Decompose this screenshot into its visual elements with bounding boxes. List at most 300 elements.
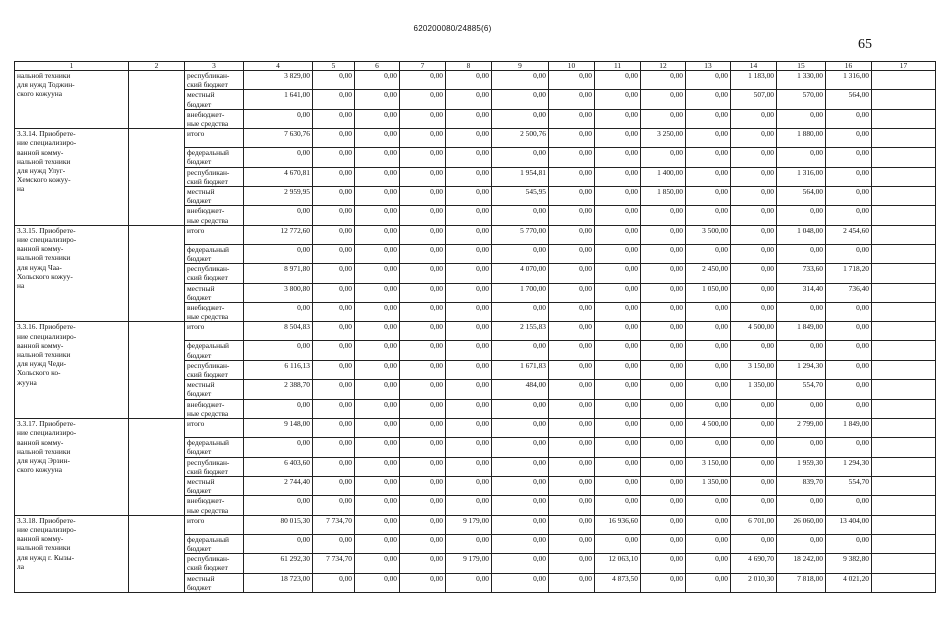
value-cell: 1 718,20: [826, 264, 872, 283]
measure-title-line: для нужд г. Кызы-: [17, 552, 75, 562]
column-number-11: 11: [595, 62, 641, 71]
measure-title-line: ванной комму-: [17, 534, 64, 544]
value-cell: 0,00: [731, 341, 777, 360]
funding-source-line: итого: [187, 515, 205, 525]
value-cell: 0,00: [446, 244, 492, 263]
table-row: [15, 515, 936, 534]
value-cell: 0,00: [549, 380, 595, 399]
value-cell: 0,00: [686, 554, 731, 573]
column-number-2: 2: [129, 62, 185, 71]
value-cell: 3 250,00: [641, 129, 686, 148]
measure-title-line: для нужд Чаа-: [17, 262, 62, 272]
measure-title-line: нальной техники: [17, 71, 71, 80]
value-cell: 0,00: [313, 109, 355, 128]
value-cell: 0,00: [777, 244, 826, 263]
value-cell: 0,00: [826, 360, 872, 379]
measure-title-line: жууна: [17, 377, 37, 387]
funding-source-line: федеральный: [187, 244, 229, 254]
empty-cell: [872, 399, 936, 418]
value-cell: 0,00: [686, 148, 731, 167]
value-cell: 554,70: [826, 476, 872, 495]
value-cell: 0,00: [686, 71, 731, 90]
table-row: [15, 419, 936, 438]
value-cell: 0,00: [641, 341, 686, 360]
value-cell: 0,00: [731, 419, 777, 438]
value-cell: 0,00: [492, 438, 549, 457]
value-cell: 0,00: [686, 399, 731, 418]
value-cell: 0,00: [641, 476, 686, 495]
column-number-14: 14: [731, 62, 777, 71]
value-cell: 0,00: [313, 360, 355, 379]
value-cell: 0,00: [595, 303, 641, 322]
measure-title-line: для нужд Чеди-: [17, 359, 67, 369]
value-cell: 0,00: [641, 206, 686, 225]
measure-title: [15, 129, 129, 226]
value-cell: 0,00: [446, 167, 492, 186]
value-cell: 0,00: [826, 496, 872, 515]
value-cell: 1 641,00: [244, 90, 313, 109]
funding-source: [185, 109, 244, 128]
empty-cell: [872, 554, 936, 573]
value-cell: 0,00: [446, 496, 492, 515]
value-cell: 0,00: [355, 129, 400, 148]
measure-title-line: ского кожууна: [17, 465, 63, 475]
empty-cell: [872, 534, 936, 553]
value-cell: 0,00: [826, 438, 872, 457]
value-cell: 0,00: [826, 399, 872, 418]
value-cell: 0,00: [595, 341, 641, 360]
value-cell: 9 179,00: [446, 515, 492, 534]
column-number-5: 5: [313, 62, 355, 71]
measure-title-line: на: [17, 184, 25, 194]
value-cell: 0,00: [731, 264, 777, 283]
value-cell: 0,00: [595, 457, 641, 476]
funding-source-line: местный: [187, 283, 215, 293]
empty-cell: [872, 438, 936, 457]
funding-source-line: итого: [187, 419, 205, 429]
value-cell: 1 350,00: [731, 380, 777, 399]
value-cell: 0,00: [313, 90, 355, 109]
value-cell: 2 744,40: [244, 476, 313, 495]
value-cell: 0,00: [355, 573, 400, 592]
value-cell: 4 690,70: [731, 554, 777, 573]
value-cell: 0,00: [549, 360, 595, 379]
value-cell: 0,00: [313, 573, 355, 592]
value-cell: 0,00: [446, 360, 492, 379]
funding-source: [185, 360, 244, 379]
value-cell: 0,00: [400, 534, 446, 553]
funding-source-line: местный: [187, 187, 215, 197]
empty-cell: [872, 457, 936, 476]
empty-cell: [872, 283, 936, 302]
value-cell: 0,00: [731, 187, 777, 206]
value-cell: 0,00: [731, 283, 777, 302]
value-cell: 0,00: [355, 360, 400, 379]
value-cell: 13 404,00: [826, 515, 872, 534]
funding-source: [185, 322, 244, 341]
value-cell: 0,00: [355, 380, 400, 399]
value-cell: 0,00: [777, 534, 826, 553]
value-cell: 0,00: [549, 303, 595, 322]
measure-title-line: ла: [17, 561, 24, 571]
value-cell: 0,00: [355, 109, 400, 128]
value-cell: 0,00: [313, 380, 355, 399]
funding-source-line: внебюджет-: [187, 496, 225, 506]
measure-title-line: Хольского кожуу-: [17, 271, 73, 281]
value-cell: 0,00: [355, 148, 400, 167]
value-cell: 0,00: [641, 283, 686, 302]
value-cell: 7 818,00: [777, 573, 826, 592]
value-cell: 1 400,00: [641, 167, 686, 186]
value-cell: 0,00: [641, 225, 686, 244]
value-cell: 0,00: [549, 438, 595, 457]
value-cell: 0,00: [641, 554, 686, 573]
value-cell: 0,00: [355, 187, 400, 206]
funding-source-line: ский бюджет: [187, 370, 228, 380]
empty-cell: [129, 71, 185, 129]
value-cell: 0,00: [400, 206, 446, 225]
value-cell: 7 734,70: [313, 554, 355, 573]
value-cell: 0,00: [731, 206, 777, 225]
value-cell: 0,00: [549, 167, 595, 186]
measure-title: [15, 515, 129, 592]
value-cell: 3 150,00: [731, 360, 777, 379]
value-cell: 0,00: [400, 71, 446, 90]
measure-title-line: нальной техники: [17, 543, 71, 553]
table-row: [15, 71, 936, 90]
column-number-16: 16: [826, 62, 872, 71]
value-cell: 2 388,70: [244, 380, 313, 399]
value-cell: 0,00: [686, 109, 731, 128]
value-cell: 484,00: [492, 380, 549, 399]
empty-cell: [872, 71, 936, 90]
value-cell: 26 060,00: [777, 515, 826, 534]
empty-cell: [872, 496, 936, 515]
value-cell: 0,00: [313, 283, 355, 302]
value-cell: 0,00: [686, 573, 731, 592]
value-cell: 4 070,00: [492, 264, 549, 283]
value-cell: 1 350,00: [686, 476, 731, 495]
empty-cell: [872, 419, 936, 438]
empty-cell: [129, 515, 185, 592]
value-cell: 1 294,30: [826, 457, 872, 476]
column-number-8: 8: [446, 62, 492, 71]
empty-cell: [872, 206, 936, 225]
empty-cell: [872, 90, 936, 109]
value-cell: 3 829,00: [244, 71, 313, 90]
value-cell: 0,00: [595, 109, 641, 128]
value-cell: 61 292,30: [244, 554, 313, 573]
funding-source-line: бюджет: [187, 486, 212, 496]
value-cell: 0,00: [641, 399, 686, 418]
value-cell: 0,00: [492, 206, 549, 225]
empty-cell: [872, 322, 936, 341]
value-cell: 0,00: [641, 322, 686, 341]
empty-cell: [872, 380, 936, 399]
value-cell: 0,00: [492, 71, 549, 90]
empty-cell: [872, 573, 936, 592]
value-cell: 2 155,83: [492, 322, 549, 341]
funding-source: [185, 438, 244, 457]
value-cell: 0,00: [549, 322, 595, 341]
empty-cell: [129, 322, 185, 419]
value-cell: 0,00: [492, 148, 549, 167]
value-cell: 1 050,00: [686, 283, 731, 302]
value-cell: 0,00: [313, 457, 355, 476]
empty-cell: [872, 264, 936, 283]
funding-source-line: бюджет: [187, 196, 212, 206]
value-cell: 0,00: [826, 322, 872, 341]
value-cell: 1 850,00: [641, 187, 686, 206]
measure-title-line: нальной техники: [17, 253, 71, 263]
value-cell: 0,00: [355, 419, 400, 438]
value-cell: 0,00: [313, 71, 355, 90]
value-cell: 0,00: [313, 129, 355, 148]
value-cell: 1 316,00: [826, 71, 872, 90]
empty-cell: [872, 167, 936, 186]
value-cell: 0,00: [641, 303, 686, 322]
value-cell: 0,00: [549, 148, 595, 167]
funding-source-line: бюджет: [187, 99, 212, 109]
value-cell: 0,00: [400, 573, 446, 592]
value-cell: 0,00: [446, 303, 492, 322]
column-number-17: 17: [872, 62, 936, 71]
value-cell: 2 500,76: [492, 129, 549, 148]
value-cell: 0,00: [400, 438, 446, 457]
value-cell: 0,00: [549, 129, 595, 148]
value-cell: 0,00: [549, 419, 595, 438]
funding-source-line: ский бюджет: [187, 176, 228, 186]
column-number-row: [15, 62, 936, 71]
value-cell: 0,00: [400, 148, 446, 167]
value-cell: 0,00: [492, 109, 549, 128]
value-cell: 0,00: [355, 206, 400, 225]
value-cell: 9 148,00: [244, 419, 313, 438]
value-cell: 9 179,00: [446, 554, 492, 573]
value-cell: 0,00: [595, 244, 641, 263]
value-cell: 0,00: [355, 515, 400, 534]
value-cell: 0,00: [492, 457, 549, 476]
funding-source-line: бюджет: [187, 350, 212, 360]
value-cell: 0,00: [446, 399, 492, 418]
funding-source-line: внебюджет-: [187, 399, 225, 409]
value-cell: 6 701,00: [731, 515, 777, 534]
funding-source: [185, 225, 244, 244]
value-cell: 0,00: [313, 187, 355, 206]
funding-source: [185, 554, 244, 573]
value-cell: 554,70: [777, 380, 826, 399]
value-cell: 0,00: [313, 167, 355, 186]
value-cell: 0,00: [400, 399, 446, 418]
measure-title-line: ванной комму-: [17, 340, 64, 350]
value-cell: 0,00: [826, 187, 872, 206]
value-cell: 0,00: [400, 360, 446, 379]
value-cell: 1 959,30: [777, 457, 826, 476]
value-cell: 0,00: [313, 206, 355, 225]
measure-title: [15, 419, 129, 516]
value-cell: 0,00: [446, 206, 492, 225]
value-cell: 0,00: [355, 457, 400, 476]
empty-cell: [872, 225, 936, 244]
funding-source-line: федеральный: [187, 341, 229, 351]
value-cell: 0,00: [826, 129, 872, 148]
value-cell: 0,00: [686, 438, 731, 457]
value-cell: 0,00: [446, 148, 492, 167]
value-cell: 0,00: [686, 534, 731, 553]
value-cell: 0,00: [446, 438, 492, 457]
value-cell: 0,00: [400, 554, 446, 573]
funding-source: [185, 399, 244, 418]
funding-source-line: ные средства: [187, 505, 229, 515]
value-cell: 0,00: [446, 341, 492, 360]
value-cell: 0,00: [686, 322, 731, 341]
value-cell: 0,00: [731, 148, 777, 167]
value-cell: 0,00: [492, 573, 549, 592]
budget-table: [14, 61, 936, 593]
funding-source-line: ные средства: [187, 408, 229, 418]
value-cell: 0,00: [400, 129, 446, 148]
value-cell: 733,60: [777, 264, 826, 283]
value-cell: 0,00: [777, 341, 826, 360]
value-cell: 0,00: [641, 496, 686, 515]
funding-source-line: внебюджет-: [187, 303, 225, 313]
measure-title: [15, 322, 129, 419]
value-cell: 0,00: [492, 341, 549, 360]
value-cell: 0,00: [492, 476, 549, 495]
value-cell: 0,00: [400, 303, 446, 322]
value-cell: 0,00: [446, 264, 492, 283]
value-cell: 0,00: [244, 534, 313, 553]
value-cell: 0,00: [355, 264, 400, 283]
value-cell: 0,00: [777, 109, 826, 128]
empty-cell: [872, 129, 936, 148]
value-cell: 0,00: [400, 419, 446, 438]
funding-source-line: ский бюджет: [187, 80, 228, 90]
value-cell: 0,00: [355, 303, 400, 322]
empty-cell: [872, 360, 936, 379]
value-cell: 3 800,80: [244, 283, 313, 302]
value-cell: 0,00: [446, 129, 492, 148]
column-number-15: 15: [777, 62, 826, 71]
value-cell: 0,00: [595, 534, 641, 553]
measure-title-line: нальной техники: [17, 156, 71, 166]
value-cell: 0,00: [400, 515, 446, 534]
measure-title: [15, 71, 129, 129]
funding-source-line: бюджет: [187, 543, 212, 553]
value-cell: 0,00: [313, 225, 355, 244]
value-cell: 0,00: [595, 380, 641, 399]
funding-source-line: местный: [187, 476, 215, 486]
value-cell: 0,00: [446, 71, 492, 90]
measure-title-line: для нужд Тоджин-: [17, 80, 75, 90]
value-cell: 0,00: [826, 109, 872, 128]
value-cell: 0,00: [355, 225, 400, 244]
funding-source-line: местный: [187, 90, 215, 100]
value-cell: 0,00: [549, 225, 595, 244]
value-cell: 0,00: [400, 283, 446, 302]
value-cell: 0,00: [549, 206, 595, 225]
measure-title-line: для нужд Эрзин-: [17, 455, 70, 465]
value-cell: 0,00: [313, 419, 355, 438]
column-number-6: 6: [355, 62, 400, 71]
measure-title-line: Хольского ко-: [17, 368, 61, 378]
funding-source-line: бюджет: [187, 157, 212, 167]
value-cell: 0,00: [313, 496, 355, 515]
value-cell: 4 500,00: [731, 322, 777, 341]
value-cell: 0,00: [400, 341, 446, 360]
value-cell: 0,00: [446, 225, 492, 244]
column-number-3: 3: [185, 62, 244, 71]
value-cell: 0,00: [549, 341, 595, 360]
value-cell: 3 150,00: [686, 457, 731, 476]
funding-source-line: федеральный: [187, 148, 229, 158]
funding-source-line: федеральный: [187, 534, 229, 544]
value-cell: 0,00: [826, 167, 872, 186]
value-cell: 1 330,00: [777, 71, 826, 90]
value-cell: 3 500,00: [686, 225, 731, 244]
measure-title-line: 3.3.16. Приобрете-: [17, 322, 76, 332]
value-cell: 0,00: [313, 438, 355, 457]
value-cell: 0,00: [731, 109, 777, 128]
value-cell: 0,00: [686, 496, 731, 515]
value-cell: 2 799,00: [777, 419, 826, 438]
value-cell: 0,00: [355, 554, 400, 573]
value-cell: 2 450,00: [686, 264, 731, 283]
value-cell: 0,00: [400, 90, 446, 109]
measure-title-line: нальной техники: [17, 350, 71, 360]
funding-source-line: внебюджет-: [187, 109, 225, 119]
value-cell: 0,00: [400, 476, 446, 495]
measure-title-line: ние специализиро-: [17, 524, 77, 534]
funding-source-line: итого: [187, 129, 205, 139]
value-cell: 0,00: [313, 303, 355, 322]
value-cell: 0,00: [595, 148, 641, 167]
table-row: [15, 129, 936, 148]
funding-source: [185, 283, 244, 302]
funding-source-line: внебюджет-: [187, 206, 225, 216]
value-cell: 5 770,00: [492, 225, 549, 244]
value-cell: 564,00: [777, 187, 826, 206]
value-cell: 18 723,00: [244, 573, 313, 592]
value-cell: 736,40: [826, 283, 872, 302]
value-cell: 0,00: [549, 109, 595, 128]
value-cell: 2 010,30: [731, 573, 777, 592]
value-cell: 0,00: [355, 90, 400, 109]
column-number-12: 12: [641, 62, 686, 71]
empty-cell: [872, 244, 936, 263]
value-cell: 1 294,30: [777, 360, 826, 379]
value-cell: 0,00: [641, 534, 686, 553]
value-cell: 0,00: [595, 360, 641, 379]
value-cell: 0,00: [549, 90, 595, 109]
document-id: 620200080/24885(6): [413, 24, 492, 33]
value-cell: 0,00: [446, 419, 492, 438]
value-cell: 0,00: [641, 148, 686, 167]
value-cell: 0,00: [595, 225, 641, 244]
value-cell: 0,00: [686, 187, 731, 206]
value-cell: 0,00: [446, 476, 492, 495]
value-cell: 6 403,60: [244, 457, 313, 476]
value-cell: 0,00: [641, 360, 686, 379]
funding-source: [185, 148, 244, 167]
value-cell: 0,00: [777, 206, 826, 225]
value-cell: 0,00: [492, 399, 549, 418]
value-cell: 0,00: [400, 109, 446, 128]
value-cell: 0,00: [244, 244, 313, 263]
measure-title-line: ние специализиро-: [17, 138, 77, 148]
table-row: [15, 322, 936, 341]
value-cell: 0,00: [244, 109, 313, 128]
